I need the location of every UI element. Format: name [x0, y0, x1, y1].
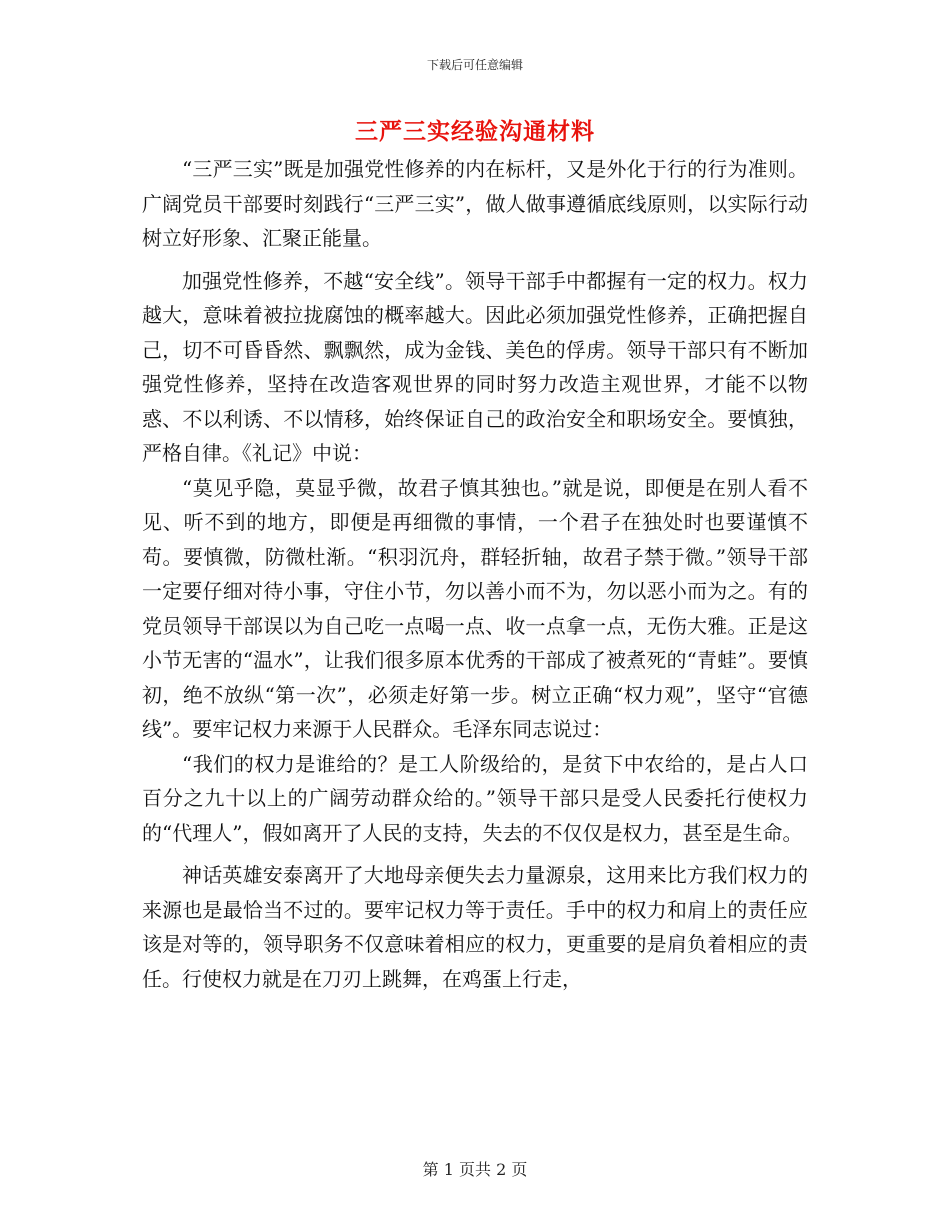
- paragraph-2: 加强党性修养，不越“安全线”。领导干部手中都握有一定的权力。权力越大，意味着被拉拢腐蚀的概率越大。因此必须加强党性修养，正确把握自己，切不可昏昏然、飘飘然，成为金钱、美色的俘虏。领导干部只有不断加强党性修养，坚持在改造客观世界的同时努力改造主观世界，才能不以物惑、不以利诱、不以情移，始终保证自己的政治安全和职场安全。要慎独，严格自律。《礼记》中说：: [142, 268, 808, 465]
- paragraph-4: “我们的权力是谁给的？是工人阶级给的，是贫下中农给的，是占人口百分之九十以上的广阔劳动群众给的。”领导干部只是受人民委托行使权力的“代理人”，假如离开了人民的支持，失去的不仅仅是权力，甚至是生命。: [142, 751, 808, 845]
- document-title: 三严三实经验沟通材料: [355, 118, 595, 145]
- paragraph-1: “三严三实”既是加强党性修养的内在标杆，又是外化于行的行为准则。广阔党员干部要时刻践行“三严三实”，做人做事遵循底线原则，以实际行动树立好形象、汇聚正能量。: [142, 157, 808, 250]
- header-note: 下载后可任意编辑: [426, 58, 523, 72]
- paragraph-5: 神话英雄安泰离开了大地母亲便失去力量源泉，这用来比方我们权力的来源也是最恰当不过的。要牢记权力等于责任。手中的权力和肩上的责任应该是对等的，领导职务不仅意味着相应的权力，更重要的是肩负着相应的责任。行使权力就是在刀刃上跳舞，在鸡蛋上行走，: [142, 863, 808, 991]
- document-body: [142, 152, 808, 996]
- paragraph-3: “莫见乎隐，莫显乎微，故君子慎其独也。”就是说，即便是在别人看不见、听不到的地方，即便是再细微的事情，一个君子在独处时也要谨慎不苟。要慎微，防微杜渐。“积羽沉舟，群轻折轴，故君子禁于微。”领导干部一定要仔细对待小事，守住小节，勿以善小而不为，勿以恶小而为之。有的党员领导干部误以为自己吃一点喝一点、收一点拿一点，无伤大雅。正是这小节无害的“温水”，让我们很多原本优秀的干部成了被煮死的“青蛙”。要慎初，绝不放纵“第一次”，必须走好第一步。树立正确“权力观”，坚守“官德线”。要牢记权力来源于人民群众。毛泽东同志说过：: [142, 475, 808, 741]
- page-number: 第 1 页共 2 页: [422, 1160, 528, 1179]
